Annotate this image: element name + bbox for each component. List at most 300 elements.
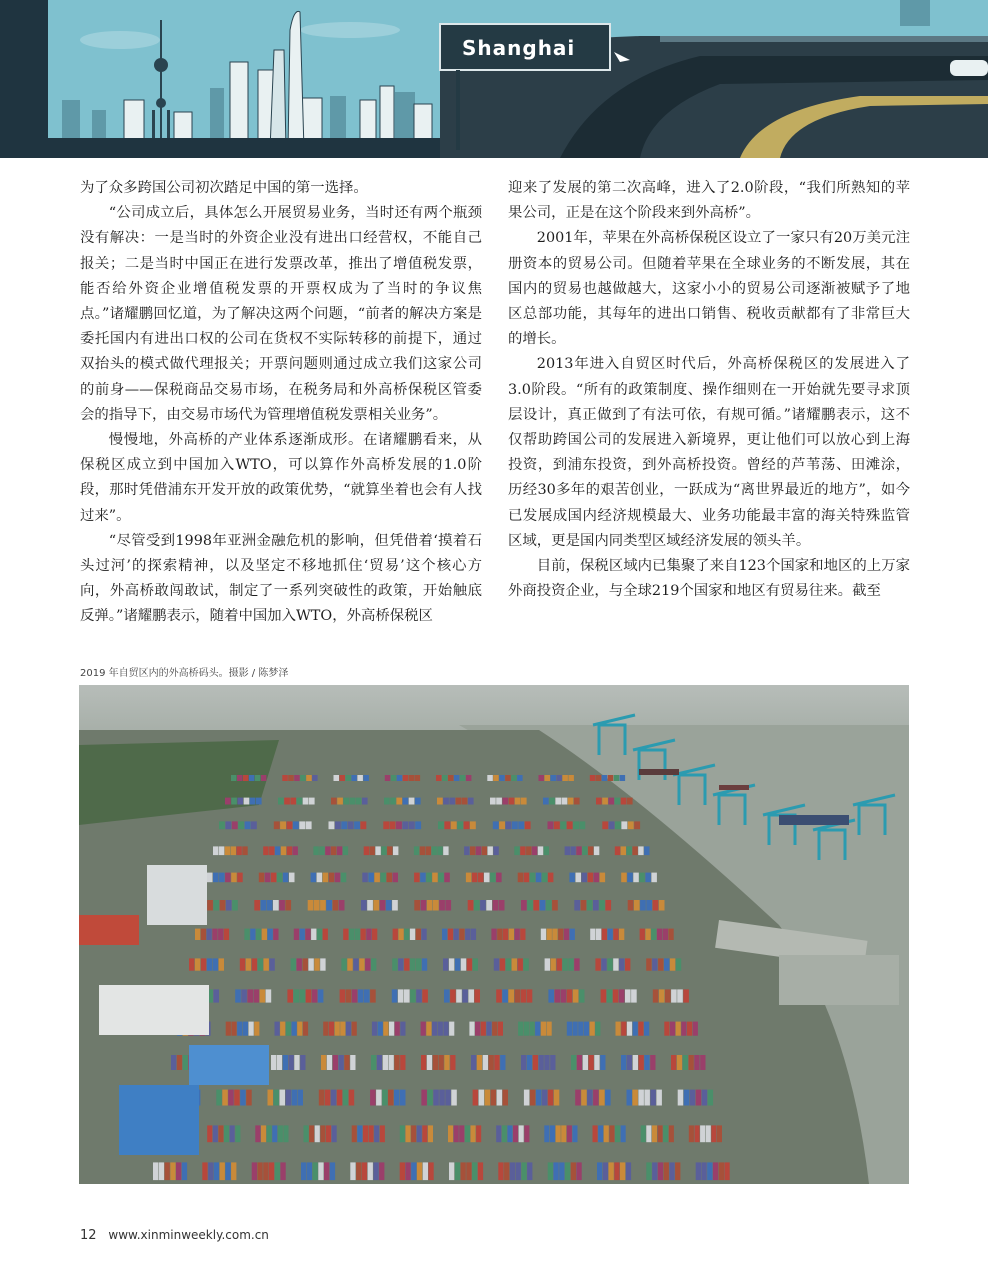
container-stack	[486, 1022, 491, 1036]
paragraph: 慢慢地，外高桥的产业体系逐渐成形。在诸耀鹏看来，从保税区成立到中国加入WTO，可以算作外高桥发展的1.0阶段，那时凭借浦东开发开放的政策优势，“就算坐着也会有人找过来”。	[80, 432, 482, 524]
container-stack	[284, 798, 290, 805]
container-stack	[426, 873, 432, 883]
container-stack	[525, 821, 531, 829]
container-stack	[355, 929, 360, 940]
container-stack	[620, 775, 626, 781]
container-stack	[533, 1055, 538, 1070]
container-stack	[389, 1022, 394, 1036]
container-stack	[475, 1022, 480, 1036]
container-stack	[218, 929, 223, 940]
container-stack	[219, 846, 224, 855]
container-stack	[300, 989, 306, 1002]
container-stack	[448, 929, 453, 940]
container-stack	[416, 929, 421, 940]
container-stack	[444, 989, 450, 1002]
container-stack	[621, 821, 627, 829]
container-stack	[213, 958, 218, 970]
container-stack	[303, 798, 309, 805]
container-stack	[225, 798, 231, 805]
container-stack	[331, 846, 336, 855]
container-stack	[415, 798, 421, 805]
container-stack	[280, 1162, 285, 1180]
container-stack	[548, 873, 554, 883]
container-stack	[337, 846, 342, 855]
container-stack	[271, 1055, 276, 1070]
container-stack	[509, 929, 514, 940]
container-stack	[514, 846, 519, 855]
container-stack	[541, 1022, 546, 1036]
container-stack	[541, 929, 546, 940]
container-stack	[524, 1125, 529, 1142]
container-stack	[416, 958, 421, 970]
container-stack	[232, 900, 238, 911]
container-stack	[380, 900, 386, 911]
container-stack	[275, 1022, 280, 1036]
container-stack	[511, 775, 517, 781]
container-stack	[257, 1162, 262, 1180]
container-stack	[153, 1162, 158, 1180]
container-stack	[250, 929, 255, 940]
container-stack	[545, 775, 551, 781]
container-stack	[218, 1125, 223, 1142]
container-stack	[318, 1162, 323, 1180]
container-stack	[621, 1055, 626, 1070]
container-stack	[362, 1162, 367, 1180]
container-stack	[273, 900, 279, 911]
container-stack	[252, 1162, 257, 1180]
container-stack	[428, 1162, 433, 1180]
container-stack	[406, 1125, 411, 1142]
container-stack	[552, 929, 557, 940]
container-stack	[263, 1162, 268, 1180]
container-stack	[594, 846, 599, 855]
container-stack	[236, 846, 241, 855]
container-stack	[346, 989, 352, 1002]
container-stack	[300, 929, 305, 940]
container-stack	[337, 1090, 343, 1106]
container-stack	[346, 775, 352, 781]
container-stack	[596, 775, 602, 781]
container-stack	[333, 900, 339, 911]
container-stack	[231, 798, 237, 805]
container-stack	[207, 873, 213, 883]
container-stack	[570, 929, 575, 940]
container-stack	[595, 1022, 600, 1036]
container-stack	[427, 1090, 433, 1106]
container-stack	[527, 900, 533, 911]
container-stack	[344, 1055, 349, 1070]
container-stack	[663, 1125, 668, 1142]
website-url: www.xinminweekly.com.cn	[108, 1228, 269, 1242]
container-stack	[444, 873, 450, 883]
container-stack	[370, 1090, 376, 1106]
container-stack	[607, 958, 612, 970]
container-stack	[540, 900, 546, 911]
container-stack	[279, 900, 285, 911]
container-stack	[268, 1090, 274, 1106]
container-stack	[333, 1055, 338, 1070]
paragraph-continuation: 为了众多跨国公司初次踏足中国的第一选择。	[80, 180, 368, 196]
container-stack	[638, 1090, 644, 1106]
paragraph: 2013年进入自贸区时代后，外高桥保税区的发展进入了3.0阶段。“所有的政策制度、操作细则在一开始就先要寻求顶层设计，真正做到了有法可依，有规可循。”诸耀鹏表示，这不仅帮助跨国公司的发展进入新境界，更让他们可以放心到上海投资，到浦东投资，到外高桥投资。曾经的芦苇荡、田滩涂，历经30多年的艰苦创业，一跃成为“离世界最近的地方”，如今已发展成国内经济规模最大、业务功能最丰富的海关特殊监管区域，更是国内同类型区域经济发展的领头羊。	[508, 356, 910, 549]
container-stack	[398, 929, 403, 940]
container-stack	[516, 1162, 521, 1180]
container-stack	[521, 798, 527, 805]
container-stack	[280, 821, 286, 829]
container-stack	[382, 1090, 388, 1106]
container-stack	[496, 873, 502, 883]
container-stack	[527, 1055, 532, 1070]
container-stack	[231, 1162, 236, 1180]
container-stack	[343, 929, 348, 940]
container-stack	[468, 989, 474, 1002]
container-stack	[359, 958, 364, 970]
container-stack	[689, 1125, 694, 1142]
container-stack	[402, 821, 408, 829]
container-stack	[464, 846, 469, 855]
container-stack	[576, 873, 582, 883]
container-stack	[423, 1162, 428, 1180]
container-stack	[632, 1090, 638, 1106]
container-stack	[226, 1022, 231, 1036]
container-stack	[294, 1055, 299, 1070]
container-stack	[669, 1162, 674, 1180]
container-stack	[326, 900, 332, 911]
container-stack	[668, 929, 673, 940]
container-stack	[405, 1162, 410, 1180]
container-stack	[343, 1090, 349, 1106]
container-stack	[400, 1090, 406, 1106]
container-stack	[462, 989, 468, 1002]
container-stack	[706, 1125, 711, 1142]
container-stack	[588, 873, 594, 883]
container-stack	[599, 1090, 605, 1106]
container-stack	[337, 798, 343, 805]
container-stack	[439, 1055, 444, 1070]
container-stack	[385, 775, 391, 781]
container-stack	[554, 821, 560, 829]
container-stack	[293, 846, 298, 855]
container-stack	[625, 989, 631, 1002]
container-stack	[527, 1162, 532, 1180]
container-stack	[559, 1162, 564, 1180]
container-stack	[615, 798, 621, 805]
container-stack	[394, 1090, 400, 1106]
container-stack	[400, 1162, 405, 1180]
container-stack	[373, 1162, 378, 1180]
container-stack	[297, 798, 303, 805]
container-stack	[469, 1022, 474, 1036]
container-stack	[256, 798, 262, 805]
container-stack	[374, 873, 380, 883]
container-stack	[478, 873, 484, 883]
container-stack	[261, 900, 267, 911]
container-stack	[548, 1162, 553, 1180]
container-stack	[410, 929, 415, 940]
container-stack	[683, 989, 689, 1002]
container-stack	[459, 1125, 464, 1142]
container-stack	[409, 798, 415, 805]
container-stack	[500, 1055, 505, 1070]
container-stack	[526, 846, 531, 855]
container-stack	[502, 1125, 507, 1142]
container-stack	[301, 1162, 306, 1180]
container-stack	[232, 821, 238, 829]
container-stack	[696, 1090, 702, 1106]
container-stack	[283, 1055, 288, 1070]
container-stack	[438, 821, 444, 829]
container-stack	[473, 958, 478, 970]
container-stack	[582, 846, 587, 855]
container-stack	[283, 1125, 288, 1142]
container-stack	[717, 1125, 722, 1142]
container-stack	[213, 873, 219, 883]
container-stack	[520, 929, 525, 940]
container-stack	[230, 1125, 235, 1142]
container-stack	[213, 1125, 218, 1142]
container-stack	[368, 873, 374, 883]
container-stack	[601, 958, 606, 970]
container-stack	[371, 1055, 376, 1070]
container-stack	[515, 798, 521, 805]
container-stack	[478, 1162, 483, 1180]
container-stack	[553, 1162, 558, 1180]
container-stack	[652, 1125, 657, 1142]
container-stack	[602, 775, 608, 781]
container-stack	[552, 900, 558, 911]
container-stack	[323, 1022, 328, 1036]
container-stack	[357, 775, 363, 781]
container-stack	[311, 929, 316, 940]
container-stack	[170, 1162, 175, 1180]
container-stack	[615, 821, 621, 829]
container-stack	[512, 821, 518, 829]
container-stack	[650, 1055, 655, 1070]
container-stack	[393, 846, 398, 855]
container-stack	[404, 989, 410, 1002]
container-stack	[641, 1125, 646, 1142]
container-stack	[521, 989, 527, 1002]
container-stack	[603, 1162, 608, 1180]
container-stack	[596, 798, 602, 805]
container-stack	[390, 798, 396, 805]
container-stack	[231, 775, 237, 781]
container-stack	[450, 1055, 455, 1070]
container-stack	[568, 798, 574, 805]
container-stack	[439, 1090, 445, 1106]
container-stack	[690, 1090, 696, 1106]
container-stack	[403, 775, 409, 781]
container-stack	[579, 989, 585, 1002]
container-stack	[506, 821, 512, 829]
container-stack	[651, 873, 657, 883]
container-stack	[608, 775, 614, 781]
container-stack	[381, 873, 387, 883]
container-stack	[319, 1090, 325, 1106]
container-stack	[433, 900, 439, 911]
container-stack	[459, 929, 464, 940]
container-stack	[421, 900, 427, 911]
container-stack	[422, 958, 427, 970]
container-stack	[474, 989, 480, 1002]
container-stack	[278, 1125, 283, 1142]
container-stack	[518, 821, 524, 829]
container-stack	[368, 1162, 373, 1180]
container-stack	[343, 798, 349, 805]
container-stack	[609, 1162, 614, 1180]
container-stack	[724, 1162, 729, 1180]
container-stack	[695, 1125, 700, 1142]
container-stack	[289, 1055, 294, 1070]
container-stack	[331, 1090, 337, 1106]
container-stack	[491, 1090, 497, 1106]
container-stack	[362, 798, 368, 805]
container-stack	[417, 1162, 422, 1180]
header-banner-illustration	[0, 0, 988, 158]
container-stack	[231, 1022, 236, 1036]
container-stack	[587, 900, 593, 911]
container-stack	[266, 989, 272, 1002]
container-stack	[468, 900, 474, 911]
container-stack	[544, 1055, 549, 1070]
container-stack	[398, 958, 403, 970]
container-stack	[277, 1055, 282, 1070]
container-stack	[646, 958, 651, 970]
container-stack	[367, 900, 373, 911]
paragraph: 目前，保税区域内已集聚了来自123个国家和地区的上万家外商投资企业，与全球219个国家和地区有贸易往来。截至	[508, 558, 910, 600]
container-stack	[297, 1022, 302, 1036]
container-stack	[523, 958, 528, 970]
container-stack	[449, 1162, 454, 1180]
container-stack	[252, 958, 257, 970]
container-stack	[507, 1125, 512, 1142]
container-stack	[396, 821, 402, 829]
container-stack	[524, 1090, 530, 1106]
container-stack	[609, 821, 615, 829]
container-stack	[207, 900, 213, 911]
container-stack	[565, 1162, 570, 1180]
container-stack	[314, 958, 319, 970]
container-stack	[650, 1090, 656, 1106]
container-stack	[574, 900, 580, 911]
container-stack	[664, 1022, 669, 1036]
container-stack	[527, 989, 533, 1002]
container-stack	[524, 1022, 529, 1036]
container-stack	[500, 958, 505, 970]
container-stack	[456, 798, 462, 805]
container-stack	[544, 1125, 549, 1142]
container-stack	[207, 958, 212, 970]
container-stack	[497, 929, 502, 940]
container-stack	[231, 846, 236, 855]
container-stack	[261, 775, 267, 781]
container-stack	[259, 873, 265, 883]
container-stack	[689, 1055, 694, 1070]
container-stack	[708, 1090, 714, 1106]
container-stack	[318, 989, 324, 1002]
container-stack	[202, 1162, 207, 1180]
container-stack	[323, 929, 328, 940]
container-stack	[645, 929, 650, 940]
container-stack	[293, 821, 299, 829]
container-stack	[340, 775, 346, 781]
container-stack	[564, 929, 569, 940]
container-stack	[602, 821, 608, 829]
container-stack	[214, 1162, 219, 1180]
container-stack	[621, 846, 626, 855]
container-stack	[565, 846, 570, 855]
container-stack	[547, 929, 552, 940]
container-stack	[652, 1162, 657, 1180]
container-stack	[466, 1162, 471, 1180]
container-stack	[165, 1162, 170, 1180]
container-stack	[255, 1125, 260, 1142]
container-stack	[258, 958, 263, 970]
container-stack	[348, 821, 354, 829]
container-stack	[288, 775, 294, 781]
shanghai-sign-text: Shanghai	[462, 36, 576, 60]
container-stack	[581, 900, 587, 911]
container-stack	[272, 1125, 277, 1142]
container-stack	[422, 989, 428, 1002]
container-stack	[539, 775, 545, 781]
container-stack	[570, 846, 575, 855]
container-stack	[550, 1125, 555, 1142]
container-stack	[502, 798, 508, 805]
container-stack	[562, 958, 567, 970]
container-stack	[393, 873, 399, 883]
container-stack	[470, 821, 476, 829]
container-stack	[340, 1022, 345, 1036]
container-stack	[508, 989, 514, 1002]
container-stack	[275, 846, 280, 855]
container-stack	[483, 1055, 488, 1070]
container-stack	[400, 1022, 405, 1036]
container-stack	[477, 1055, 482, 1070]
container-stack	[267, 900, 273, 911]
container-stack	[693, 1022, 698, 1036]
container-stack	[263, 846, 268, 855]
shanghai-skyline-illustration	[0, 0, 988, 158]
container-stack	[646, 1162, 651, 1180]
container-stack	[503, 929, 508, 940]
container-stack	[518, 1022, 523, 1036]
container-stack	[329, 1022, 334, 1036]
container-stack	[381, 846, 386, 855]
container-stack	[443, 1022, 448, 1036]
container-stack	[517, 775, 523, 781]
container-stack	[472, 1162, 477, 1180]
container-stack	[579, 821, 585, 829]
container-stack	[437, 798, 443, 805]
container-stack	[619, 958, 624, 970]
container-stack	[246, 1090, 252, 1106]
container-stack	[177, 1055, 182, 1070]
container-stack	[394, 1055, 399, 1070]
container-stack	[455, 958, 460, 970]
container-stack	[621, 873, 627, 883]
container-stack	[569, 873, 575, 883]
container-stack	[371, 958, 376, 970]
container-stack	[628, 900, 634, 911]
container-stack	[515, 929, 520, 940]
container-stack	[701, 1162, 706, 1180]
container-stack	[356, 798, 362, 805]
container-stack	[415, 775, 421, 781]
container-stack	[493, 821, 499, 829]
container-stack	[572, 1125, 577, 1142]
container-stack	[627, 873, 633, 883]
